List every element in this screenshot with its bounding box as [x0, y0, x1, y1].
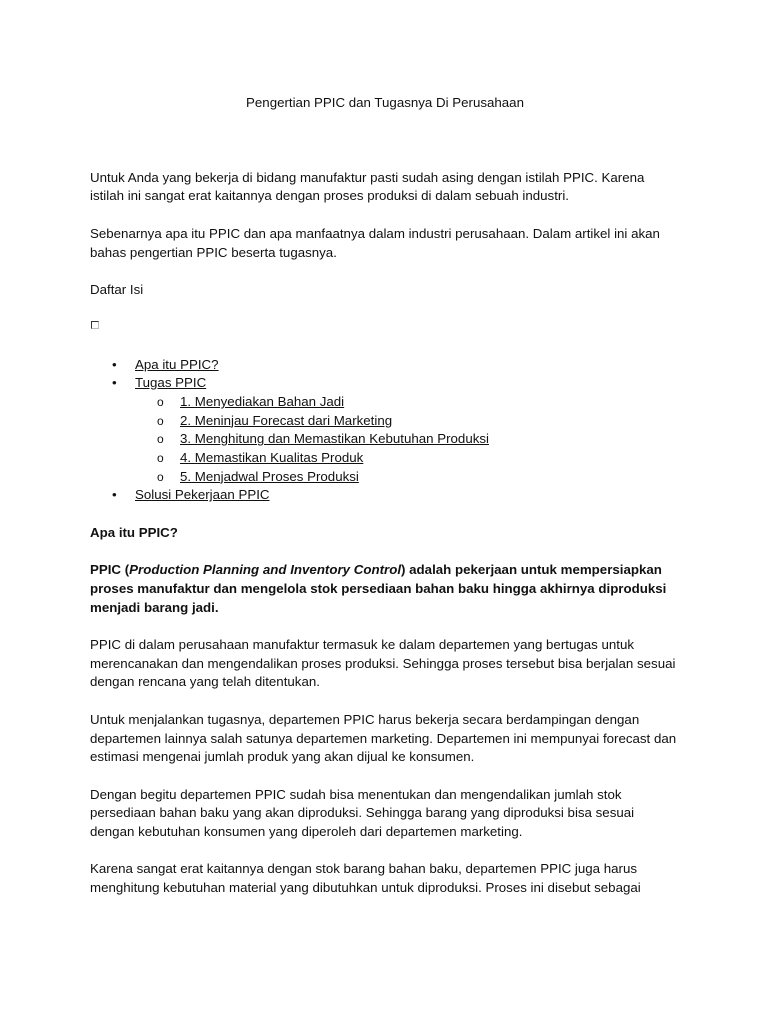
toc-link-sub-5[interactable]: 5. Menjadwal Proses Produksi	[180, 468, 359, 484]
toc-link-sub-3[interactable]: 3. Menghitung dan Memastikan Kebutuhan Produksi	[180, 431, 489, 447]
toc-item	[90, 356, 680, 375]
sub-bullet-icon: o	[157, 413, 164, 428]
body-paragraph-4: Karena sangat erat kaitannya dengan stok barang bahan baku, departemen PPIC juga harus menghitung kebutuhan material yang dibutuhkan untuk diproduksi. Proses ini disebut sebagai	[90, 861, 641, 896]
toc-subitem	[90, 412, 680, 431]
bullet-icon: •	[112, 375, 117, 391]
definition-italic: Production Planning and Inventory Control	[129, 562, 402, 578]
toc-item	[90, 374, 680, 393]
sub-bullet-icon: o	[157, 432, 164, 447]
table-of-contents	[90, 356, 680, 506]
toc-heading: Daftar Isi	[90, 281, 144, 297]
toc-subitem	[90, 430, 680, 449]
toc-link-tugas-ppic[interactable]: Tugas PPIC	[135, 375, 207, 391]
toc-sublist-container	[90, 393, 680, 486]
toc-toggle[interactable]	[90, 318, 680, 337]
sub-bullet-icon: o	[157, 451, 164, 466]
sub-bullet-icon: o	[157, 469, 164, 484]
toc-subitem	[90, 449, 680, 468]
toc-sublist	[90, 393, 680, 486]
toc-subitem	[90, 393, 680, 412]
definition-paragraph	[90, 561, 680, 617]
section-heading: Apa itu PPIC?	[90, 524, 178, 540]
checkbox-icon[interactable]	[91, 321, 99, 329]
definition-end: ) adalah pekerjaan untuk mempersiapkan proses manufaktur dan mengelola stok persediaan bahan baku hingga akhirnya diproduksi menjadi barang jadi.	[90, 562, 667, 615]
document-title: Pengertian PPIC dan Tugasnya Di Perusahaan	[246, 95, 524, 110]
body-paragraph-3: Dengan begitu departemen PPIC sudah bisa menentukan dan mengendalikan jumlah stok persediaan bahan baku yang akan diproduksi. Sehingga barang yang diproduksi bisa sesuai dengan kebutuhan konsumen yang diperoleh dari departemen marketing.	[90, 786, 635, 840]
intro-paragraph-2: Sebenarnya apa itu PPIC dan apa manfaatnya dalam industri perusahaan. Dalam artikel ini akan bahas pengertian PPIC beserta tugasnya.	[90, 225, 660, 260]
toc-subitem	[90, 468, 680, 487]
toc-link-sub-2[interactable]: 2. Meninjau Forecast dari Marketing	[180, 412, 393, 428]
definition-start: PPIC (	[90, 562, 130, 578]
toc-link-sub-4[interactable]: 4. Memastikan Kualitas Produk	[180, 450, 364, 466]
body-paragraph-2: Untuk menjalankan tugasnya, departemen PPIC harus bekerja secara berdampingan dengan departemen lainnya salah satunya departemen marketing. Departemen ini mempunyai forecast dan estimasi mengenai jumlah produk yang akan dijual ke konsumen.	[90, 711, 677, 765]
toc-link-apa-itu-ppic[interactable]: Apa itu PPIC?	[135, 356, 219, 372]
intro-paragraph-1: Untuk Anda yang bekerja di bidang manufaktur pasti sudah asing dengan istilah PPIC. Karena istilah ini sangat erat kaitannya dengan proses produksi di dalam sebuah industri.	[90, 169, 645, 204]
sub-bullet-icon: o	[157, 395, 164, 410]
toc-item	[90, 486, 680, 505]
bullet-icon: •	[112, 356, 117, 372]
document-page	[90, 94, 680, 898]
bullet-icon: •	[112, 487, 117, 503]
body-paragraph-1: PPIC di dalam perusahaan manufaktur termasuk ke dalam departemen yang bertugas untuk merencanakan dan mengendalikan proses produksi. Sehingga proses tersebut bisa berjalan sesuai dengan rencana yang telah ditentukan.	[90, 637, 676, 690]
toc-link-solusi[interactable]: Solusi Pekerjaan PPIC	[135, 487, 270, 503]
toc-link-sub-1[interactable]: 1. Menyediakan Bahan Jadi	[180, 394, 345, 410]
